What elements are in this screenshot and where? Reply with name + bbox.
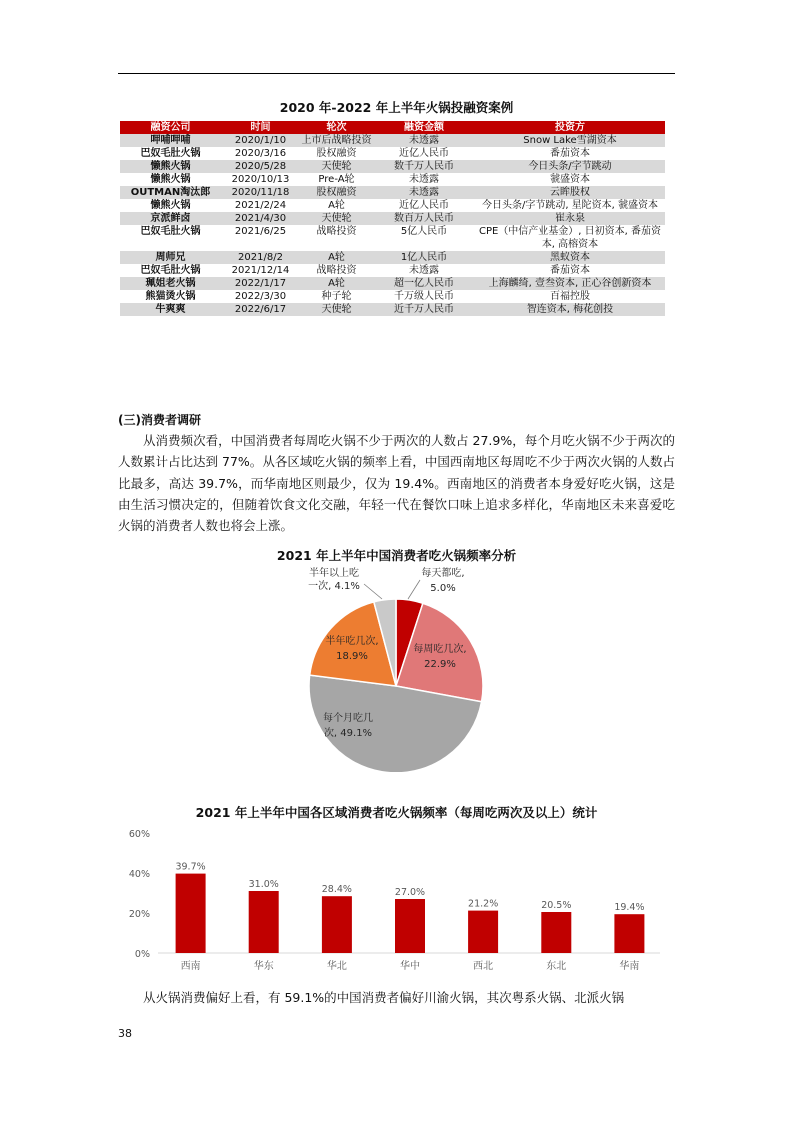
table-cell: 天使轮 <box>300 303 373 316</box>
table-header-cell: 融资公司 <box>120 121 221 134</box>
table-cell: 2021/6/25 <box>221 225 300 251</box>
table-title: 2020 年-2022 年上半年火锅投融资案例 <box>279 100 514 115</box>
table-cell: 珮姐老火锅 <box>120 277 221 290</box>
table-cell: 2021/4/30 <box>221 212 300 225</box>
region-bar-chart <box>118 825 675 977</box>
table-cell: 2020/3/16 <box>221 147 300 160</box>
table-row <box>120 147 665 160</box>
table-cell: 2020/11/18 <box>221 186 300 199</box>
table-cell: 种子轮 <box>300 290 373 303</box>
table-cell: 呷哺呷哺 <box>120 134 221 147</box>
table-cell: 2021/2/24 <box>221 199 300 212</box>
table-cell: 周师兄 <box>120 251 221 264</box>
table-header-cell: 融资金额 <box>373 121 475 134</box>
bar-value-label: 39.7% <box>175 861 206 873</box>
table-cell: 股权融资 <box>300 147 373 160</box>
x-tick-label: 华南 <box>619 961 640 972</box>
table-row <box>120 212 665 225</box>
table-cell: 巴奴毛肚火锅 <box>120 225 221 251</box>
table-cell: 智连资本, 梅花创投 <box>475 303 665 316</box>
pie-slice-label: 每个月吃几次, 49.1% <box>323 713 373 739</box>
bar <box>614 914 644 953</box>
table-cell: 巴奴毛肚火锅 <box>120 264 221 277</box>
table-cell: 未透露 <box>373 173 475 186</box>
bar <box>541 912 571 953</box>
y-tick-label: 0% <box>134 949 150 960</box>
pie-slice-label: 半年吃几次, 18.9% <box>325 636 379 662</box>
bar <box>249 891 279 953</box>
x-tick-label: 西北 <box>473 961 494 972</box>
y-tick-label: 20% <box>128 909 150 920</box>
table-cell: 崔永泉 <box>475 212 665 225</box>
table-cell: 上海麟绮, 壹叁资本, 正心谷创新资本 <box>475 277 665 290</box>
table-cell: 懒熊火锅 <box>120 173 221 186</box>
table-cell: 2021/12/14 <box>221 264 300 277</box>
x-tick-label: 华东 <box>253 961 274 972</box>
table-cell: 京派鲜卤 <box>120 212 221 225</box>
bar <box>176 874 206 953</box>
table-cell: A轮 <box>300 251 373 264</box>
section-heading: (三)消费者调研 <box>118 413 201 427</box>
pie-chart-title: 2021 年上半年中国消费者吃火锅频率分析 <box>276 548 517 563</box>
bar-value-label: 20.5% <box>541 900 572 911</box>
pie-slice-label: 每周吃几次, 22.9% <box>413 644 467 670</box>
bar-value-label: 31.0% <box>248 879 279 890</box>
table-cell: CPE（中信产业基金）, 日初资本, 番茄资本, 高榕资本 <box>475 225 665 251</box>
table-cell: 熊猫烫火锅 <box>120 290 221 303</box>
x-tick-label: 东北 <box>546 961 567 972</box>
y-tick-label: 40% <box>128 869 150 880</box>
table-cell: 近亿人民币 <box>373 199 475 212</box>
y-tick-label: 60% <box>128 829 150 840</box>
bar-chart-title: 2021 年上半年中国各区域消费者吃火锅频率（每周吃两次及以上）统计 <box>195 805 598 820</box>
table-row <box>120 160 665 173</box>
table-cell: 近千万人民币 <box>373 303 475 316</box>
table-cell: 天使轮 <box>300 212 373 225</box>
table-cell: A轮 <box>300 277 373 290</box>
table-cell: 1亿人民币 <box>373 251 475 264</box>
table-cell: 天使轮 <box>300 160 373 173</box>
table-cell: 今日头条/字节跳动, 星陀资本, 虢盛资本 <box>475 199 665 212</box>
table-cell: 牛爽爽 <box>120 303 221 316</box>
table-cell: 上市后战略投资 <box>301 135 372 146</box>
table-cell: A轮 <box>300 199 373 212</box>
table-cell: 黑蚁资本 <box>475 251 665 264</box>
pie-slice-label: 每天都吃, 5.0% <box>421 568 465 594</box>
bar <box>468 911 498 953</box>
frequency-pie-chart <box>280 562 520 772</box>
bar-value-label: 27.0% <box>394 887 426 898</box>
table-row <box>120 134 665 147</box>
table-row <box>120 264 665 277</box>
table-cell: 数千万人民币 <box>373 160 475 173</box>
table-cell: 未透露 <box>373 186 475 199</box>
header-rule <box>118 73 675 74</box>
table-cell: OUTMAN淘汰郎 <box>120 186 221 199</box>
table-cell: 番茄资本 <box>475 147 665 160</box>
table-cell: 2022/1/17 <box>221 277 300 290</box>
table-header-cell: 时间 <box>221 121 300 134</box>
table-row <box>120 199 665 212</box>
section-paragraph: 从消费频次看，中国消费者每周吃火锅不少于两次的人数占 27.9%，每个月吃火锅不少于两次的人数累计占比达到 77%。从各区域吃火锅的频率上看，中国西南地区每周吃不少于两次火锅的人数占比最多，高达 39.7%，而华南地区则最少，仅为 19.4%。西南地区的消费者本身爱好吃火锅，这是由生活习惯决定的，但随着饮食文化交融，年轻一代在餐饮口味上追求多样化，华南地区未来喜爱吃火锅的消费者人数也将会上涨。 <box>118 433 675 534</box>
bar-value-label: 19.4% <box>614 902 645 914</box>
table-cell: 股权融资 <box>300 186 373 199</box>
table-cell: 2020/10/13 <box>221 173 300 186</box>
x-tick-label: 华中 <box>400 961 420 972</box>
table-cell: 2022/3/30 <box>221 290 300 303</box>
table-cell: 2021/8/2 <box>221 251 300 264</box>
table-header-cell: 轮次 <box>300 121 373 134</box>
table-header-cell: 投资方 <box>475 121 665 134</box>
bar-value-label: 21.2% <box>468 898 499 910</box>
table-cell: 番茄资本 <box>475 264 665 277</box>
table-header-row <box>120 121 665 134</box>
table-cell: 近亿人民币 <box>373 147 475 160</box>
financing-table <box>120 121 665 316</box>
table-cell: 战略投资 <box>300 264 373 277</box>
table-cell: 未透露 <box>373 134 475 147</box>
table-row <box>120 173 665 186</box>
table-cell: 今日头条/字节跳动 <box>475 160 665 173</box>
table-cell: 巴奴毛肚火锅 <box>120 147 221 160</box>
bar-value-label: 28.4% <box>321 884 352 896</box>
table-cell: Pre-A轮 <box>300 173 373 186</box>
leader-line <box>408 580 420 599</box>
table-cell: 2020/5/28 <box>221 160 300 173</box>
table-cell: 战略投资 <box>300 225 373 251</box>
x-tick-label: 华北 <box>326 961 347 972</box>
table-cell: 5亿人民币 <box>373 225 475 251</box>
table-row <box>120 225 665 251</box>
table-cell: 虢盛资本 <box>475 173 665 186</box>
table-row <box>120 277 665 290</box>
table-cell: 2020/1/10 <box>221 134 300 147</box>
table-row <box>120 186 665 199</box>
leader-line <box>364 584 382 599</box>
bar <box>395 899 425 953</box>
table-cell: 数百万人民币 <box>373 212 475 225</box>
table-cell: 懒熊火锅 <box>120 160 221 173</box>
table-cell: 2022/6/17 <box>221 303 300 316</box>
table-cell: 超一亿人民币 <box>373 277 475 290</box>
table-cell: Snow Lake雪湖资本 <box>475 134 665 147</box>
table-row <box>120 303 665 316</box>
table-cell: 千万级人民币 <box>373 290 475 303</box>
bar <box>322 896 352 953</box>
table-row <box>120 251 665 264</box>
pie-slice-label: 半年以上吃一次, 4.1% <box>308 568 360 592</box>
table-cell: 未透露 <box>373 264 475 277</box>
table-cell: 百福控股 <box>475 290 665 303</box>
table-cell: 云眸股权 <box>475 186 665 199</box>
page-number: 38 <box>118 1027 132 1040</box>
x-tick-label: 西南 <box>180 961 201 972</box>
closing-paragraph: 从火锅消费偏好上看，有 59.1%的中国消费者偏好川渝火锅，其次粤系火锅、北派火锅 <box>143 990 625 1005</box>
table-cell: 懒熊火锅 <box>120 199 221 212</box>
table-row <box>120 290 665 303</box>
